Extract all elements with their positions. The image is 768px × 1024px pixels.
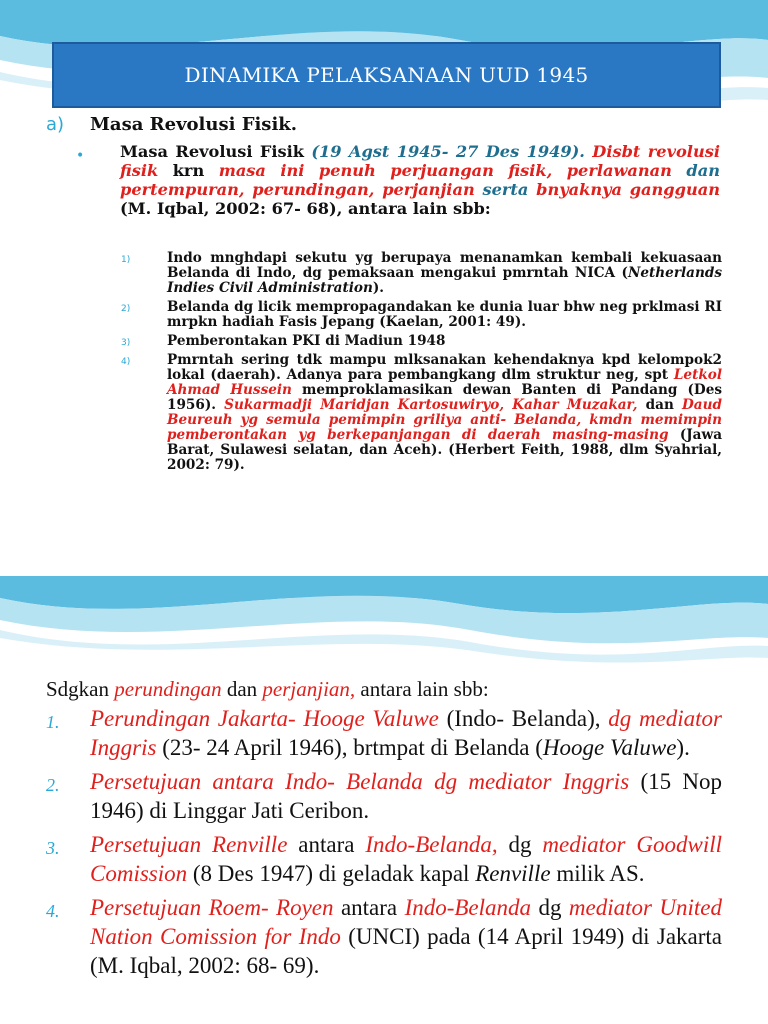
item-text: dg bbox=[497, 832, 543, 857]
item-text-red: Letkol Ahmad Hussein bbox=[167, 367, 722, 398]
item-text: antara bbox=[333, 895, 405, 920]
intro-paragraph bbox=[120, 142, 720, 218]
item-text-red: Indo-Belanda, bbox=[365, 832, 498, 857]
para-dates: (19 Agst 1945- 27 Des 1949). bbox=[311, 142, 585, 161]
item-text: Indo mnghdapi sekutu yg berupaya menanamkan kembali kekuasaan Belanda di Indo, dg pemaksaan mengakui pmrntah NICA ( bbox=[167, 250, 722, 281]
para-t9: bnyaknya gangguan bbox=[536, 180, 720, 199]
item-text: (8 Des 1947) di geladak kapal bbox=[187, 861, 476, 886]
intro-text: Sdgkan bbox=[46, 677, 115, 701]
item-number: 2. bbox=[46, 775, 60, 795]
item-text: milik AS. bbox=[550, 861, 645, 886]
heading-marker: a) bbox=[46, 114, 65, 135]
agreements-list bbox=[46, 704, 722, 985]
item-text-italic: Renville bbox=[475, 861, 551, 886]
intro-text: dan bbox=[221, 677, 263, 701]
item-text-red: mediator United Nation Comission for Indo bbox=[90, 895, 722, 949]
item-text: memproklamasikan dewan Banten di Pandang (Des 1956). bbox=[167, 382, 722, 413]
slide2-intro bbox=[46, 677, 726, 702]
sub-list bbox=[118, 251, 722, 477]
item-text: Belanda dg licik mempropagandakan ke dunia luar bhw neg prklmasi RI mrpkn hadiah Fasis Jepang (Kaelan, 2001: 49). bbox=[167, 299, 722, 330]
slide-title-text: DINAMIKA PELAKSANAAN UUD 1945 bbox=[184, 63, 589, 87]
item-number: 3) bbox=[121, 338, 131, 348]
para-t3: Disbt revolusi fisik bbox=[120, 142, 720, 180]
item-number: 3. bbox=[46, 838, 60, 858]
list-item bbox=[118, 334, 722, 349]
item-text-red: Persetujuan Roem- Royen bbox=[90, 895, 334, 920]
item-text: (UNCI) pada (14 April 1949) di Jakarta (M. Iqbal, 2002: 68- 69). bbox=[90, 924, 722, 978]
item-number: 1. bbox=[46, 712, 60, 732]
item-text: dan bbox=[637, 397, 682, 413]
list-item bbox=[46, 830, 722, 888]
item-text-red: dg mediator Inggris bbox=[90, 706, 723, 760]
intro-text-red: perundingan bbox=[114, 677, 222, 701]
item-text: antara bbox=[287, 832, 366, 857]
para-t6: dan bbox=[671, 161, 720, 180]
para-t4: krn bbox=[158, 161, 219, 180]
list-item bbox=[46, 704, 722, 762]
para-t7: pertempuran, perundingan, perjanjian bbox=[120, 180, 475, 199]
item-text-italic: Netherlands Indies Civil Administration bbox=[167, 265, 722, 296]
para-t8: serta bbox=[474, 180, 537, 199]
para-t10: (M. Iqbal, 2002: 67- 68), antara lain sbb: bbox=[120, 199, 491, 218]
wave-background bbox=[0, 576, 768, 666]
item-text: Pemberontakan PKI di Madiun 1948 bbox=[167, 333, 446, 349]
item-text: Pmrntah sering tdk mampu mlksanakan kehendaknya kpd kelompok2 lokal (daerah). Adanya para pembangkang dlm struktur neg, spt bbox=[167, 352, 722, 383]
item-text: ). bbox=[372, 280, 385, 296]
item-number: 1) bbox=[121, 255, 131, 265]
item-text-red: Indo-Belanda bbox=[404, 895, 532, 920]
heading-text: Masa Revolusi Fisik. bbox=[90, 114, 298, 135]
item-text: dg bbox=[531, 895, 569, 920]
item-text-red: Daud Beureuh yg semula pemimpin griliya anti- Belanda, kmdn memimpin pemberontakan yg berkepanjangan di daerah masing-masing bbox=[167, 397, 722, 443]
item-text-red: Persetujuan antara Indo- Belanda dg mediator Inggris bbox=[90, 769, 630, 794]
intro-text-red: perjanjian, bbox=[262, 677, 356, 701]
item-text: (Indo- Belanda), bbox=[438, 706, 609, 731]
slide-title bbox=[52, 42, 721, 108]
section-heading bbox=[46, 114, 298, 135]
para-t5: masa ini penuh perjuangan fisik, perlawanan bbox=[218, 161, 672, 180]
item-number: 4. bbox=[46, 901, 60, 921]
item-text-red: Sukarmadji Maridjan Kartosuwiryo, Kahar Muzakar, bbox=[224, 397, 638, 413]
item-text: (Jawa Barat, Sulawesi selatan, dan Aceh). (Herbert Feith, 1988, dlm Syahrial, 2002: 79). bbox=[167, 427, 723, 473]
item-text: (23- 24 April 1946), brtmpat di Belanda ( bbox=[156, 735, 543, 760]
item-number: 2) bbox=[121, 304, 131, 314]
item-text-italic: Hooge Valuwe bbox=[542, 735, 677, 760]
para-t1: Masa Revolusi Fisik bbox=[120, 142, 312, 161]
item-text: (15 Nop 1946) di Linggar Jati Ceribon. bbox=[90, 769, 722, 823]
list-item bbox=[118, 251, 722, 296]
item-number: 4) bbox=[121, 357, 131, 367]
item-text-red: mediator Goodwill Comission bbox=[90, 832, 722, 886]
item-text-red: Perundingan Jakarta- Hooge Valuwe bbox=[90, 706, 439, 731]
intro-text: antara lain sbb: bbox=[355, 677, 489, 701]
list-item bbox=[118, 300, 722, 330]
item-text: ). bbox=[676, 735, 690, 760]
list-item bbox=[46, 893, 722, 980]
list-item bbox=[118, 353, 722, 473]
bullet-icon: • bbox=[76, 148, 85, 164]
item-text-red: Persetujuan Renville bbox=[90, 832, 288, 857]
list-item bbox=[46, 767, 722, 825]
